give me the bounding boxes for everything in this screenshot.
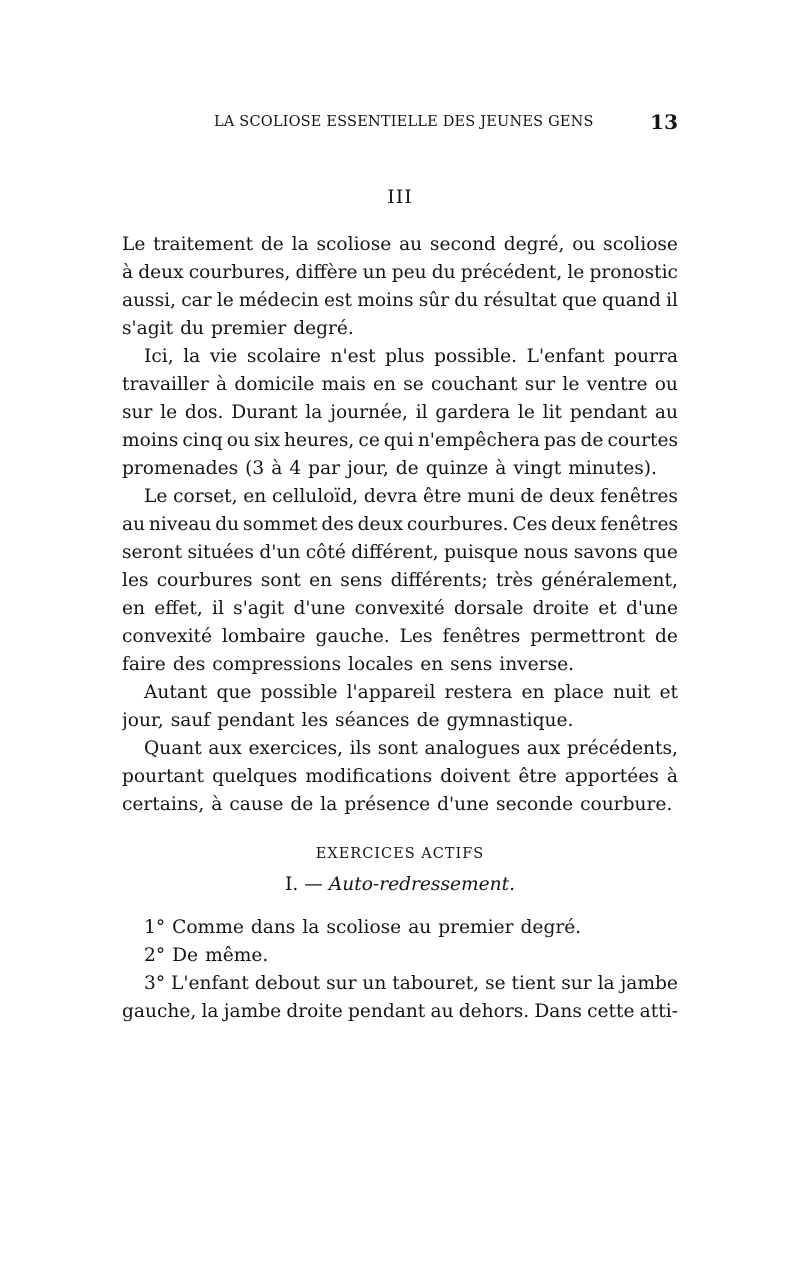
word: de <box>580 430 604 451</box>
word: à <box>495 458 507 479</box>
word: quand <box>602 290 661 311</box>
word: médecin <box>238 290 319 311</box>
text-line <box>122 595 678 623</box>
word: Dans <box>534 1001 582 1022</box>
word: courbures <box>156 570 253 591</box>
word: à <box>271 458 283 479</box>
word: Le <box>144 486 168 507</box>
word: corset, <box>173 486 238 507</box>
word: Durant <box>231 402 298 423</box>
text-line <box>122 287 678 315</box>
word: degré. <box>293 318 354 339</box>
section-number: III <box>387 186 413 208</box>
word: sur <box>326 973 357 994</box>
word: en <box>243 486 267 507</box>
word: cinq <box>182 430 223 451</box>
word: est <box>324 290 353 311</box>
word: du <box>431 262 456 283</box>
word: s'agit <box>122 318 174 339</box>
word: de <box>260 234 284 255</box>
word: Ces <box>512 514 548 535</box>
running-head <box>122 110 680 138</box>
word: en <box>373 374 397 395</box>
word: faire <box>122 654 166 675</box>
word: traitement <box>153 234 254 255</box>
word: aux <box>526 738 561 759</box>
word: (3 <box>245 458 265 479</box>
word: sens <box>450 654 493 675</box>
word: sur <box>561 973 592 994</box>
word: vie <box>209 346 238 367</box>
text-line <box>122 763 678 791</box>
word: possible <box>260 682 338 703</box>
word: effet, <box>154 598 203 619</box>
word: le <box>562 374 580 395</box>
word: le <box>216 290 234 311</box>
word: que <box>643 542 678 563</box>
word: ce <box>358 430 380 451</box>
word: aux <box>208 738 242 759</box>
word: Comme <box>172 917 244 938</box>
word: courbure. <box>580 794 673 815</box>
body-text-block-1 <box>122 231 678 819</box>
word: jambe <box>223 1001 282 1022</box>
text-line <box>122 427 678 455</box>
word: pourra <box>614 346 678 367</box>
word: permettront <box>530 626 646 647</box>
word: à <box>211 794 223 815</box>
word: dehors. <box>458 1001 530 1022</box>
word: en <box>521 682 545 703</box>
word: pourtant <box>122 766 204 787</box>
word: le <box>517 402 535 423</box>
word: d'une <box>625 598 678 619</box>
word: courtes <box>607 430 678 451</box>
word: la <box>320 794 338 815</box>
word: ventre <box>586 374 648 395</box>
word: certains, <box>122 794 205 815</box>
word: nous <box>523 542 569 563</box>
word: sur <box>122 402 153 423</box>
word: mais <box>321 374 366 395</box>
word: minutes). <box>568 458 657 479</box>
word: même. <box>205 945 269 966</box>
word: courbures. <box>406 514 509 535</box>
word: Le <box>122 234 146 255</box>
word: sûr <box>418 290 450 311</box>
word: au <box>399 234 423 255</box>
word: lit <box>542 402 563 423</box>
word: que <box>561 290 597 311</box>
word: doivent <box>440 766 511 787</box>
word: fenêtres <box>600 486 678 507</box>
word: niveau <box>148 514 212 535</box>
word: atti- <box>639 1001 678 1022</box>
text-line <box>122 231 678 259</box>
word: différents; <box>390 570 488 591</box>
text-line <box>122 651 678 679</box>
word: que <box>216 682 252 703</box>
word: n'empêchera <box>417 430 540 451</box>
word: sommet <box>242 514 318 535</box>
word: aussi, <box>122 290 177 311</box>
word: De <box>172 945 199 966</box>
word: jour, <box>347 458 389 479</box>
text-line <box>122 970 678 998</box>
word: n'est <box>330 346 376 367</box>
word: pronostic <box>589 262 678 283</box>
word: de <box>395 458 419 479</box>
body-text-block-2 <box>122 914 678 1026</box>
word: puisque <box>444 542 519 563</box>
word: pendant <box>217 710 295 731</box>
word: à <box>666 766 678 787</box>
word: savons <box>573 542 638 563</box>
word: convexité <box>122 626 212 647</box>
word: gardera <box>435 402 511 423</box>
subtitle-number: I. <box>285 874 299 895</box>
word: en <box>122 598 145 619</box>
word: restera <box>444 682 513 703</box>
word: fenêtres <box>442 626 521 647</box>
word: compressions <box>212 654 342 675</box>
word: dans <box>250 917 296 938</box>
word: droite <box>286 1001 343 1022</box>
word: deux <box>357 514 403 535</box>
word: gauche. <box>315 626 390 647</box>
word: jour, <box>122 710 164 731</box>
text-line <box>122 998 678 1026</box>
word: peu <box>391 262 427 283</box>
word: être <box>423 486 462 507</box>
word: des <box>321 514 354 535</box>
word: L'enfant <box>526 346 605 367</box>
word: présence <box>344 794 431 815</box>
word: différent, <box>351 542 439 563</box>
word: la <box>183 346 201 367</box>
text-line <box>122 623 678 651</box>
word: domicile <box>234 374 315 395</box>
text-line <box>122 259 678 287</box>
word: la <box>291 234 309 255</box>
word: du <box>454 290 479 311</box>
word: car <box>181 290 212 311</box>
word: travailler <box>122 374 209 395</box>
word: muni <box>467 486 515 507</box>
word: qui <box>383 430 414 451</box>
page-number: 13 <box>650 110 678 134</box>
word: pendant <box>569 402 648 423</box>
text-line <box>122 483 678 511</box>
word: 1° <box>144 917 166 938</box>
word: seconde <box>496 794 574 815</box>
word: le <box>567 262 585 283</box>
word: apportées <box>564 766 659 787</box>
word: L'enfant <box>171 973 249 994</box>
word: promenades <box>122 458 239 479</box>
word: 3° <box>144 973 166 994</box>
exercise-subtitle <box>0 874 800 895</box>
word: au <box>430 1001 454 1022</box>
word: de <box>290 794 314 815</box>
text-line <box>122 399 678 427</box>
word: ou <box>226 430 250 451</box>
word: place <box>553 682 604 703</box>
word: en <box>309 570 333 591</box>
word: se <box>485 973 506 994</box>
word: et <box>659 682 678 703</box>
word: il <box>666 290 678 311</box>
text-line <box>122 315 678 343</box>
word: généralement, <box>541 570 678 591</box>
word: il <box>212 598 224 619</box>
word: sens <box>340 570 383 591</box>
word: courbures, <box>188 262 291 283</box>
word: le <box>160 402 178 423</box>
word: jambe <box>620 973 678 994</box>
text-line <box>122 707 678 735</box>
word: diffère <box>295 262 358 283</box>
word: ils <box>349 738 372 759</box>
word: sauf <box>170 710 211 731</box>
text-line <box>122 791 678 819</box>
word: cause <box>229 794 284 815</box>
word: analogues <box>424 738 521 759</box>
word: fenêtres <box>600 514 678 535</box>
text-line <box>122 679 678 707</box>
word: séances <box>335 710 410 731</box>
word: inverse. <box>499 654 575 675</box>
word: premier <box>438 917 514 938</box>
word: quelques <box>212 766 298 787</box>
word: vingt <box>513 458 562 479</box>
word: s'agit <box>233 598 285 619</box>
subtitle-dash: — <box>304 874 323 895</box>
text-line <box>122 455 678 483</box>
word: ou <box>572 234 596 255</box>
word: journée, <box>330 402 408 423</box>
word: du <box>180 318 204 339</box>
word: au <box>408 917 432 938</box>
word: précédents, <box>566 738 678 759</box>
word: modifications <box>305 766 433 787</box>
word: la <box>597 973 615 994</box>
subtitle-title: Auto-redressement. <box>328 874 515 895</box>
word: scoliose <box>316 234 392 255</box>
word: il <box>415 402 428 423</box>
word: six <box>253 430 280 451</box>
word: tient <box>511 973 556 994</box>
word: résultat <box>483 290 557 311</box>
word: précédent, <box>460 262 563 283</box>
word: exercices, <box>248 738 344 759</box>
word: deux <box>551 514 597 535</box>
word: heures, <box>284 430 355 451</box>
word: 4 <box>289 458 302 479</box>
word: devra <box>363 486 418 507</box>
word: à <box>122 262 134 283</box>
word: de <box>416 710 440 731</box>
word: Autant <box>144 682 208 703</box>
text-line <box>122 914 678 942</box>
word: debout <box>254 973 321 994</box>
word: premier <box>210 318 287 339</box>
word: ou <box>654 374 678 395</box>
word: du <box>215 514 240 535</box>
word: scolaire <box>246 346 321 367</box>
text-line <box>122 343 678 371</box>
word: sont <box>260 570 301 591</box>
text-line <box>122 942 678 970</box>
word: celluloïd, <box>271 486 359 507</box>
word: l'appareil <box>346 682 436 703</box>
word: degré. <box>520 917 582 938</box>
word: situées <box>187 542 254 563</box>
word: second <box>429 234 496 255</box>
word: possible. <box>434 346 518 367</box>
word: au <box>654 402 678 423</box>
word: scoliose <box>326 917 402 938</box>
word: plus <box>385 346 425 367</box>
word: par <box>308 458 341 479</box>
word: un <box>362 973 387 994</box>
text-line <box>122 539 678 567</box>
word: degré, <box>503 234 565 255</box>
word: nuit <box>613 682 651 703</box>
word: 2° <box>144 945 166 966</box>
word: gauche, <box>122 1001 197 1022</box>
subheading: EXERCICES ACTIFS <box>315 846 485 862</box>
word: droite <box>532 598 590 619</box>
text-line <box>122 511 678 539</box>
word: être <box>518 766 557 787</box>
word: la <box>302 917 320 938</box>
word: scoliose <box>603 234 678 255</box>
word: deux <box>138 262 184 283</box>
text-line <box>122 735 678 763</box>
word: d'une <box>293 598 346 619</box>
word: un <box>362 262 387 283</box>
word: la <box>201 1001 219 1022</box>
word: à <box>216 374 228 395</box>
word: très <box>495 570 533 591</box>
word: pendant <box>347 1001 426 1022</box>
word: pas <box>543 430 577 451</box>
word: Les <box>399 626 433 647</box>
word: tabouret, <box>392 973 480 994</box>
word: seront <box>122 542 183 563</box>
word: au <box>122 514 146 535</box>
word: en <box>420 654 444 675</box>
word: et <box>598 598 617 619</box>
word: côté <box>305 542 346 563</box>
word: dos. <box>184 402 224 423</box>
word: deux <box>549 486 595 507</box>
word: la <box>305 402 323 423</box>
word: cette <box>587 1001 635 1022</box>
word: de <box>520 486 544 507</box>
word: lombaire <box>221 626 306 647</box>
word: convexité <box>354 598 445 619</box>
word: quinze <box>425 458 489 479</box>
word: d'une <box>437 794 490 815</box>
word: Ici, <box>144 346 174 367</box>
word: de <box>655 626 678 647</box>
text-line <box>122 371 678 399</box>
word: moins <box>357 290 414 311</box>
word: dorsale <box>453 598 524 619</box>
running-title: LA SCOLIOSE ESSENTIELLE DES JEUNES GENS <box>214 114 594 130</box>
word: couchant <box>431 374 518 395</box>
word: sur <box>524 374 556 395</box>
word: Quant <box>144 738 202 759</box>
word: les <box>122 570 149 591</box>
text-line <box>122 567 678 595</box>
word: sont <box>377 738 418 759</box>
word: des <box>172 654 206 675</box>
word: d'un <box>259 542 301 563</box>
word: moins <box>122 430 179 451</box>
word: se <box>403 374 424 395</box>
word: les <box>301 710 329 731</box>
word: gymnastique. <box>446 710 574 731</box>
word: locales <box>348 654 414 675</box>
